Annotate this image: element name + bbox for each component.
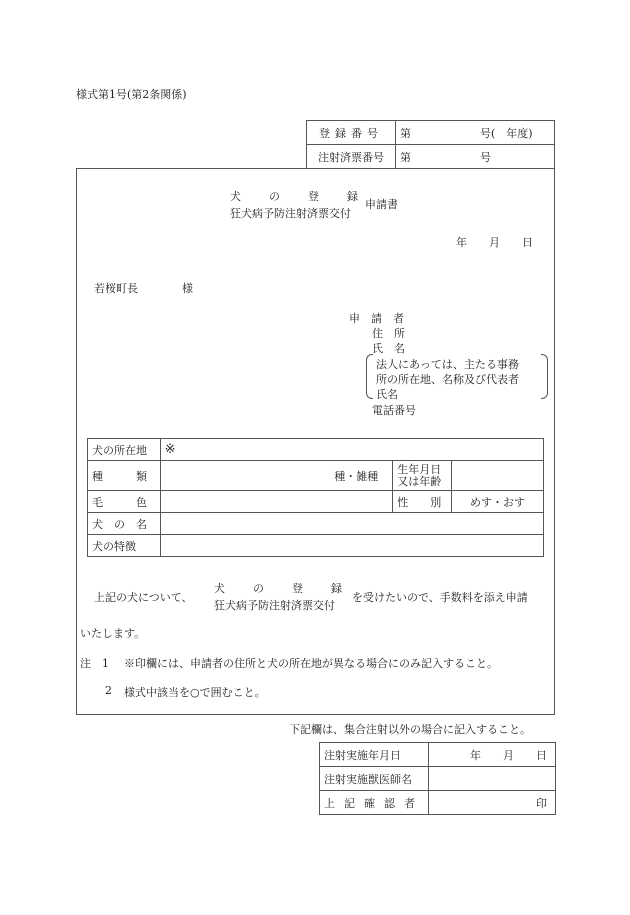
- note2-text: 様式中該当を○で囲むこと。: [124, 686, 266, 699]
- corporate-note-line1: 法人にあっては、主たる事務: [376, 358, 519, 371]
- table-row: [320, 767, 556, 791]
- application-date[interactable]: 年 月 日: [456, 236, 533, 249]
- dog-location-mark: ※: [164, 442, 176, 457]
- sex-label: 性 別: [393, 491, 452, 513]
- table-row: [88, 535, 544, 557]
- applicant-label: 申 請 者: [349, 312, 404, 325]
- sex-value: めす・おす: [470, 495, 526, 509]
- left-parenthesis: [366, 354, 373, 399]
- table-row: [88, 491, 544, 513]
- vaccination-record-table: [319, 742, 556, 815]
- note2-head: 2: [105, 684, 112, 697]
- confirmer-label: 上記確認者: [320, 791, 429, 815]
- vaccination-date-cell[interactable]: [429, 743, 556, 767]
- dog-location-label: 犬の所在地: [88, 439, 161, 461]
- registration-suffix: 号( 年度): [480, 126, 533, 140]
- note1-text: ※印欄には、申請者の住所と犬の所在地が異なる場合にのみ記入すること。: [124, 657, 498, 670]
- applicant-phone-label: 電話番号: [372, 404, 416, 417]
- addressee: 若桜町長 様: [94, 282, 193, 295]
- registration-table: [306, 120, 555, 169]
- statement-option-registration: 犬 の 登 録: [214, 582, 342, 595]
- dog-name-label: 犬 の 名: [88, 513, 161, 535]
- birth-label-line1: 生年月日: [397, 462, 442, 476]
- table-row: [320, 743, 556, 767]
- dog-info-table: [87, 438, 544, 557]
- dog-features-label: 犬の特徴: [88, 535, 161, 557]
- color-cell[interactable]: [160, 491, 393, 513]
- registration-prefix: 第: [400, 126, 411, 140]
- certificate-prefix: 第: [400, 150, 411, 164]
- table-row: [88, 461, 544, 491]
- statement-line2: いたします。: [80, 627, 146, 640]
- vet-name-cell[interactable]: [429, 767, 556, 791]
- title-option-vaccination: 狂犬病予防注射済票交付: [230, 207, 351, 220]
- confirmer-cell[interactable]: [429, 791, 556, 815]
- vaccination-date-value: 年 月 日: [470, 748, 547, 762]
- registration-number-cell[interactable]: [396, 121, 555, 145]
- certificate-number-label: 注射済票番号: [307, 145, 396, 169]
- breed-cell[interactable]: [160, 461, 393, 491]
- certificate-suffix: 号: [480, 150, 491, 164]
- certificate-number-cell[interactable]: [396, 145, 555, 169]
- table-row: [88, 513, 544, 535]
- dog-location-cell[interactable]: [160, 439, 543, 461]
- birth-label-line2: 又は年齢: [397, 474, 442, 488]
- breed-label: 種 類: [88, 461, 161, 491]
- form-number: 様式第1号(第2条関係): [76, 88, 187, 101]
- color-label: 毛 色: [88, 491, 161, 513]
- applicant-address-label: 住 所: [372, 327, 405, 340]
- statement-prefix: 上記の犬について、: [94, 591, 193, 604]
- title-suffix: 申請書: [365, 198, 398, 211]
- statement-option-vaccination: 狂犬病予防注射済票交付: [214, 599, 335, 612]
- corporate-note-line2: 所の所在地、名称及び代表者: [376, 373, 519, 386]
- title-option-registration: 犬 の 登 録: [230, 190, 358, 203]
- statement-suffix: を受けたいので、手数料を添え申請: [352, 591, 528, 604]
- birth-label: [393, 461, 452, 491]
- dog-features-cell[interactable]: [160, 535, 543, 557]
- vaccination-date-label: 注射実施年月日: [320, 743, 429, 767]
- seal-mark: 印: [536, 796, 547, 810]
- table-row: [88, 439, 544, 461]
- sex-cell[interactable]: [452, 491, 544, 513]
- applicant-name-label: 氏 名: [372, 342, 405, 355]
- corporate-note-line3: 氏名: [376, 388, 398, 401]
- table-row: [320, 791, 556, 815]
- bottom-instruction: 下記欄は、集合注射以外の場合に記入すること。: [289, 723, 531, 736]
- registration-number-label: 登録番号: [307, 121, 396, 145]
- birth-cell[interactable]: [452, 461, 544, 491]
- breed-value: 種・雑種: [334, 469, 379, 483]
- vet-name-label: 注射実施獣医師名: [320, 767, 429, 791]
- note1-head: 注 1: [80, 657, 109, 670]
- right-parenthesis: [541, 354, 548, 399]
- dog-name-cell[interactable]: [160, 513, 543, 535]
